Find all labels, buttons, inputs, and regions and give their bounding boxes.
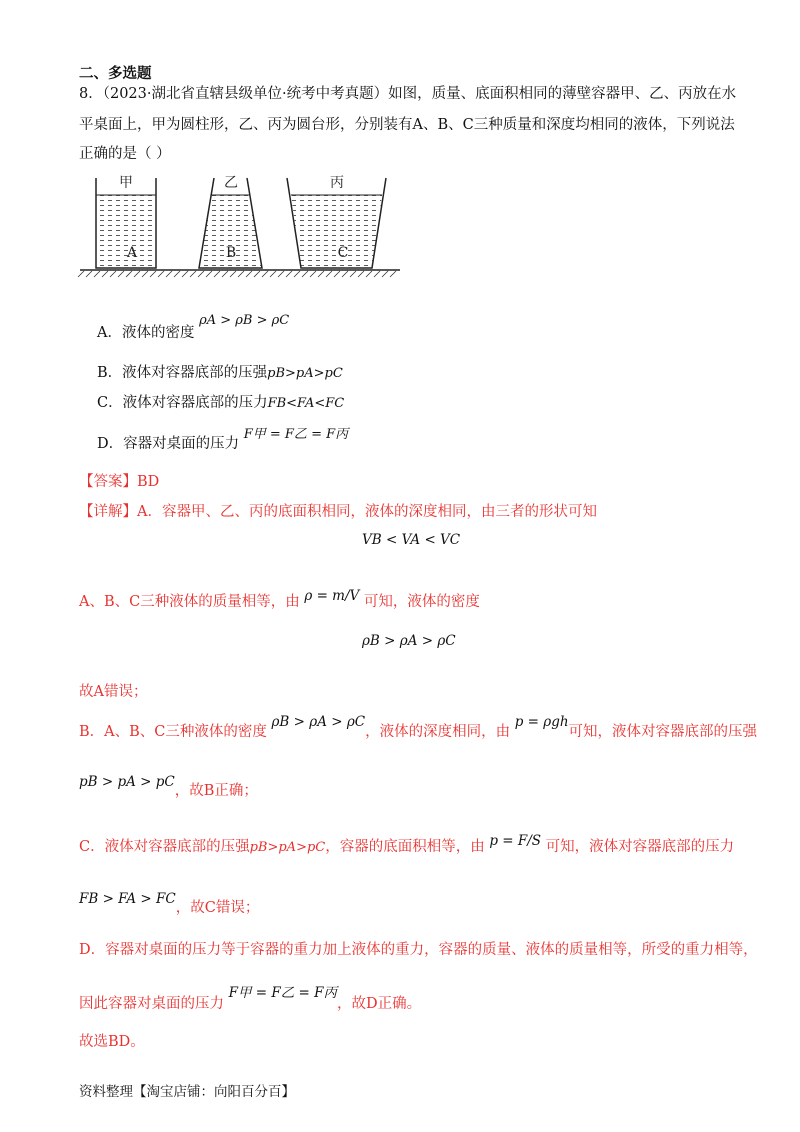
explain-b-text-1-post: 可知，液体对容器底部的压强: [568, 724, 758, 740]
answer: [79, 472, 159, 492]
explain-b-density-math: ρB > ρA > ρC: [271, 714, 366, 730]
explain-b-text-1-pre: B．A、B、C三种液体的密度: [79, 724, 267, 740]
question-line-3: 正确的是（ ）: [79, 146, 171, 162]
option-c-math: FB<FA<FC: [267, 396, 345, 411]
option-b-math: pB>pA>pC: [267, 366, 343, 381]
option-b: [97, 363, 343, 384]
explain-c-force-order: FB > FA > FC: [79, 891, 176, 907]
explain-c-line-1: [79, 833, 735, 858]
explain-d-line-2: [79, 985, 422, 1014]
explain-a-text-1: A．容器甲、乙、丙的底面积相同，液体的深度相同，由三者的形状可知: [137, 504, 597, 520]
explain-c-pressure-math: pB>pA>pC: [249, 840, 326, 855]
explain-c-text-1-pre: C．液体对容器底部的压强: [79, 839, 250, 855]
explain-a-text-2-post: 可知，液体的密度: [363, 594, 480, 610]
explain-b-line-2: [79, 774, 258, 801]
answer-value: BD: [137, 474, 160, 490]
explain-a-line-2: [79, 588, 480, 612]
formula-density-order: ρB > ρA > ρC: [362, 633, 456, 649]
option-c-text: C．液体对容器底部的压力: [97, 395, 268, 411]
explain-c-text-1-mid: ，容器的底面积相等，由: [325, 839, 485, 855]
label-liquid-a: A: [126, 245, 138, 261]
label-liquid-c: C: [337, 245, 349, 261]
explain-label: 【详解】: [79, 504, 137, 520]
option-a: [97, 313, 290, 344]
explain-d-text-2-pre: 因此容器对桌面的压力: [79, 996, 224, 1012]
tabletop-ground: [78, 270, 400, 277]
formula-pressure-definition: p = F/S: [489, 833, 542, 849]
formula-pressure-liquid: p = ρgh: [514, 714, 569, 730]
option-a-text: A．液体的密度: [97, 325, 195, 341]
section-heading: 二、多选题: [79, 65, 152, 82]
explain-d-line-1: D．容器对桌面的压力等于容器的重力加上液体的重力，容器的质量、液体的质量相等，所受的重力相等，: [79, 942, 758, 958]
footer-source: 资料整理【淘宝店铺：向阳百分百】: [79, 1084, 295, 1100]
explain-d-text-2-post: ，故D正确。: [337, 996, 422, 1012]
option-d-math: F甲 = F乙 = F丙: [243, 427, 349, 442]
question-line-1: 8．（2023·湖北省直辖县级单位·统考中考真题）如图，质量、底面积相同的薄壁容器甲、乙、丙放在水: [79, 86, 737, 102]
label-liquid-b: B: [225, 245, 237, 261]
option-c: [97, 393, 344, 414]
explain-c-text-1-post: 可知，液体对容器底部的压力: [545, 839, 735, 855]
explain-b-text-1-mid: ，液体的深度相同，由: [365, 724, 511, 740]
explain-a-conclusion: 故A错误；: [79, 684, 148, 700]
container-figure: [75, 168, 405, 286]
option-d: [97, 427, 349, 455]
option-d-text: D．容器对桌面的压力: [97, 436, 240, 452]
option-a-math: ρA > ρB > ρC: [199, 313, 290, 328]
question-line-2: 平桌面上，甲为圆柱形，乙、丙为圆台形，分别装有A、B、C三种质量和深度均相同的液体，下列说法: [79, 117, 735, 133]
explain-b-text-2-post: ，故B正确；: [174, 783, 258, 799]
explain-c-text-2-post: ，故C错误；: [175, 900, 260, 916]
final-answer: 故选BD。: [79, 1034, 145, 1050]
container-bing: [287, 178, 386, 268]
explain-b-line-1: [79, 714, 758, 742]
answer-label: 【答案】: [79, 474, 137, 490]
explain-a-line-1: [79, 502, 597, 522]
explain-d-force-equal: F甲 = F乙 = F丙: [228, 985, 337, 1001]
explain-c-line-2: [79, 891, 260, 918]
formula-volume-order: VB < VA < VC: [362, 532, 461, 548]
explain-a-text-2-pre: A、B、C三种液体的质量相等，由: [79, 594, 300, 610]
label-yi: 乙: [224, 175, 238, 191]
formula-density-definition: ρ = m/V: [304, 588, 360, 604]
label-jia: 甲: [119, 175, 133, 191]
option-b-text: B．液体对容器底部的压强: [97, 365, 268, 381]
explain-b-pressure-order: pB > pA > pC: [79, 774, 175, 790]
label-bing: 丙: [330, 175, 344, 191]
